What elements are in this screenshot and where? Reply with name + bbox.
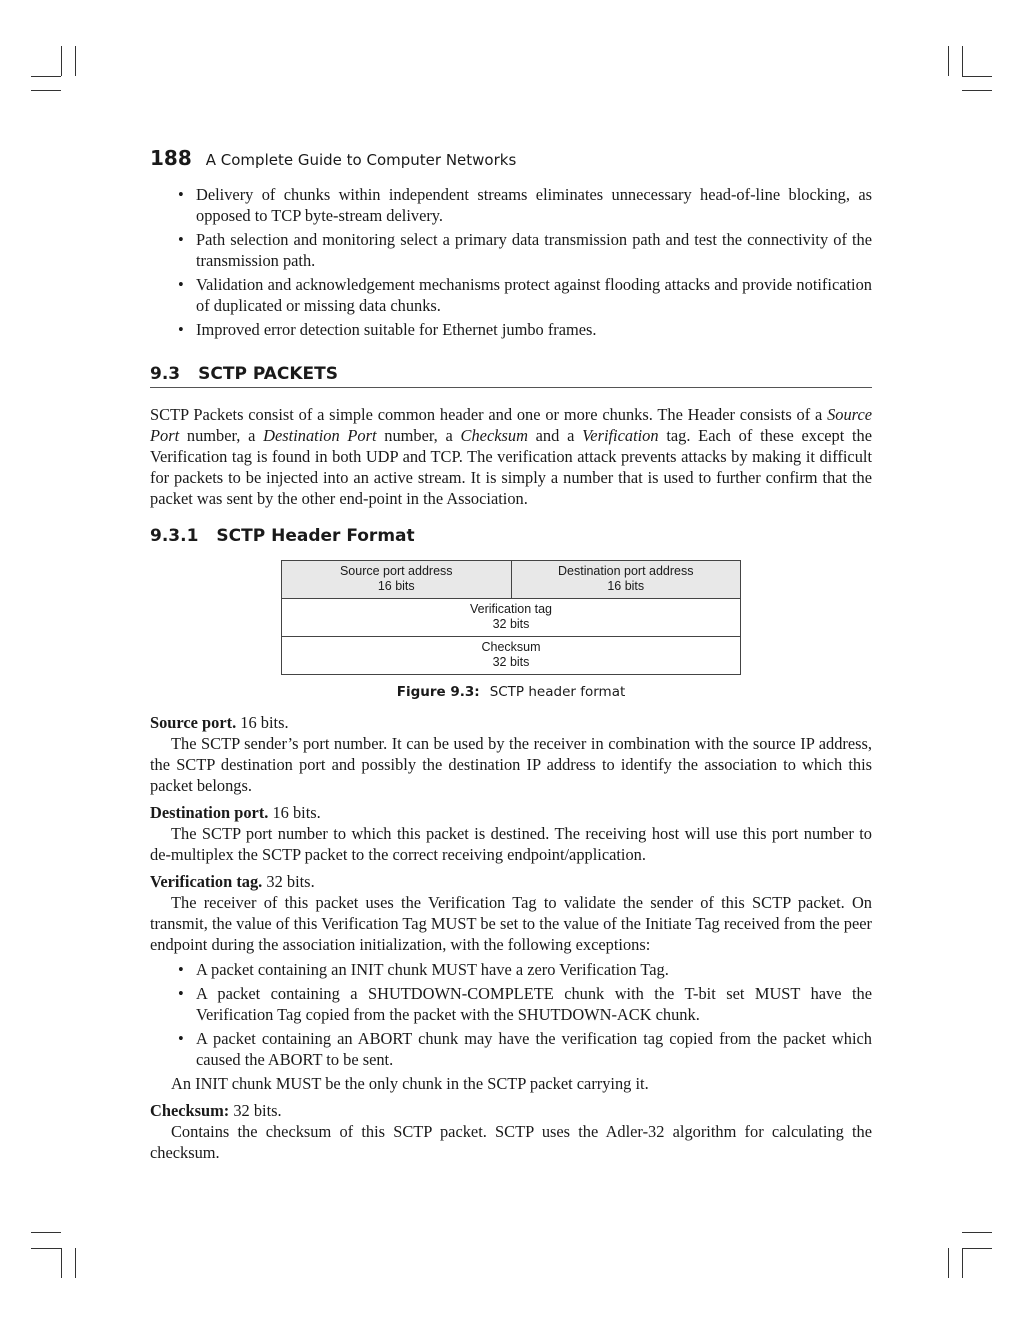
caption-text: SCTP header format — [489, 684, 626, 700]
figure-caption — [281, 684, 741, 700]
intro-bullet-list — [150, 184, 872, 340]
crop-mark — [31, 76, 61, 77]
paragraph-text: SCTP Packets consist of a simple common header and one or more chunks. The Header consists of a — [150, 405, 828, 424]
subsection-title: SCTP Header Format — [216, 526, 415, 546]
crop-mark — [962, 46, 963, 76]
field-description-verification-tag: The receiver of this packet uses the Verification Tag to validate the sender of this SCTP packet. On transmit, the value of this Verification Tag MUST be set to the value of the Initiate Tag received from the peer endpoint during the association initialization, with the following exceptions: — [150, 893, 872, 954]
crop-mark — [962, 1248, 992, 1249]
field-title: Destination port. — [150, 803, 269, 822]
verification-exceptions-list — [150, 959, 872, 1070]
page-content — [150, 146, 872, 1163]
crop-mark — [61, 1248, 62, 1278]
list-item: • Delivery of chunks within independent streams eliminates unnecessary head-of-line blocking, as opposed to TCP byte-stream delivery. — [196, 184, 872, 226]
field-bits: 32 bits — [492, 655, 530, 669]
crop-mark — [962, 90, 992, 91]
term-verification: Verification — [582, 426, 659, 445]
crop-mark — [75, 46, 76, 76]
section-number: 9.3 — [150, 364, 181, 384]
paragraph-text: and a — [527, 426, 583, 445]
crop-mark — [962, 1248, 963, 1278]
field-bits: 16 bits — [607, 579, 645, 593]
field-heading-source-port — [150, 712, 872, 733]
book-title: A Complete Guide to Computer Networks — [205, 151, 517, 169]
paragraph-text: tag. Each of these except the Verification tag is found in both UDP and TCP. The verification attack prevents attacks by making it difficult for packets to be injected into an active stream. It is simply a number that is used to further confirm that the packet was sent by the other end-point in the Association. — [150, 426, 873, 508]
field-description-checksum: Contains the checksum of this SCTP packet. SCTP uses the Adler-32 algorithm for calculating the checksum. — [150, 1122, 872, 1162]
crop-mark — [31, 1232, 61, 1233]
header-format-figure — [281, 560, 741, 700]
list-item: • Validation and acknowledgement mechanisms protect against flooding attacks and provide notification of duplicated or missing data chunks. — [196, 274, 872, 316]
field-title: Checksum: — [150, 1101, 230, 1120]
crop-mark — [61, 46, 62, 76]
term-destination-port: Destination Port — [263, 426, 377, 445]
list-item: • A packet containing a SHUTDOWN-COMPLETE chunk with the T-bit set MUST have the Verification Tag copied from the packet with the SHUTDOWN-ACK chunk. — [196, 983, 872, 1025]
field-heading-destination-port — [150, 802, 872, 823]
crop-mark — [31, 1248, 61, 1249]
list-item: • A packet containing an INIT chunk MUST have a zero Verification Tag. — [196, 959, 872, 980]
list-item: • Path selection and monitoring select a primary data transmission path and test the connectivity of the transmission path. — [196, 229, 872, 271]
section-heading — [150, 364, 872, 388]
source-port-cell — [282, 561, 512, 599]
field-heading-checksum — [150, 1100, 872, 1121]
field-name: Checksum — [481, 640, 541, 654]
field-size: 16 bits. — [236, 713, 289, 732]
page-number: 188 — [150, 146, 192, 170]
field-title: Verification tag. — [150, 872, 263, 891]
field-description-source-port: The SCTP sender’s port number. It can be used by the receiver in combination with the source IP address, the SCTP destination port and possibly the destination IP address to identify the association to which this packet belongs. — [150, 734, 872, 795]
section-paragraph — [150, 404, 872, 509]
crop-mark — [75, 1248, 76, 1278]
verification-tag-cell — [282, 599, 741, 637]
crop-mark — [962, 1232, 992, 1233]
field-size: 16 bits. — [268, 803, 321, 822]
list-item: • Improved error detection suitable for Ethernet jumbo frames. — [196, 319, 872, 340]
list-item: • A packet containing an ABORT chunk may have the verification tag copied from the packet which caused the ABORT to be sent. — [196, 1028, 872, 1070]
field-bits: 32 bits — [492, 617, 530, 631]
crop-mark — [948, 1248, 949, 1278]
running-head — [150, 146, 872, 170]
field-name: Verification tag — [470, 602, 552, 616]
field-size: 32 bits. — [262, 872, 315, 891]
header-format-table — [281, 560, 741, 675]
field-heading-verification-tag — [150, 871, 872, 892]
term-source-port: Source Port — [150, 405, 872, 445]
field-title: Source port. — [150, 713, 237, 732]
field-description-destination-port: The SCTP port number to which this packet is destined. The receiving host will use this port number to de-multiplex the SCTP packet to the correct receiving endpoint/application. — [150, 824, 872, 864]
caption-label: Figure 9.3: — [396, 684, 480, 700]
field-name: Source port address — [339, 564, 453, 578]
field-size: 32 bits. — [229, 1101, 282, 1120]
crop-mark — [31, 90, 61, 91]
init-note: An INIT chunk MUST be the only chunk in the SCTP packet carrying it. — [171, 1074, 649, 1093]
crop-mark — [962, 76, 992, 77]
subsection-number: 9.3.1 — [150, 526, 199, 546]
section-title: SCTP PACKETS — [198, 364, 338, 384]
paragraph-text: number, a — [376, 426, 461, 445]
checksum-cell — [282, 637, 741, 675]
crop-mark — [948, 46, 949, 76]
term-checksum: Checksum — [460, 426, 528, 445]
field-bits: 16 bits — [377, 579, 415, 593]
subsection-heading — [150, 526, 872, 546]
field-name: Destination port address — [558, 564, 694, 578]
paragraph-text: number, a — [179, 426, 264, 445]
destination-port-cell — [511, 561, 741, 599]
